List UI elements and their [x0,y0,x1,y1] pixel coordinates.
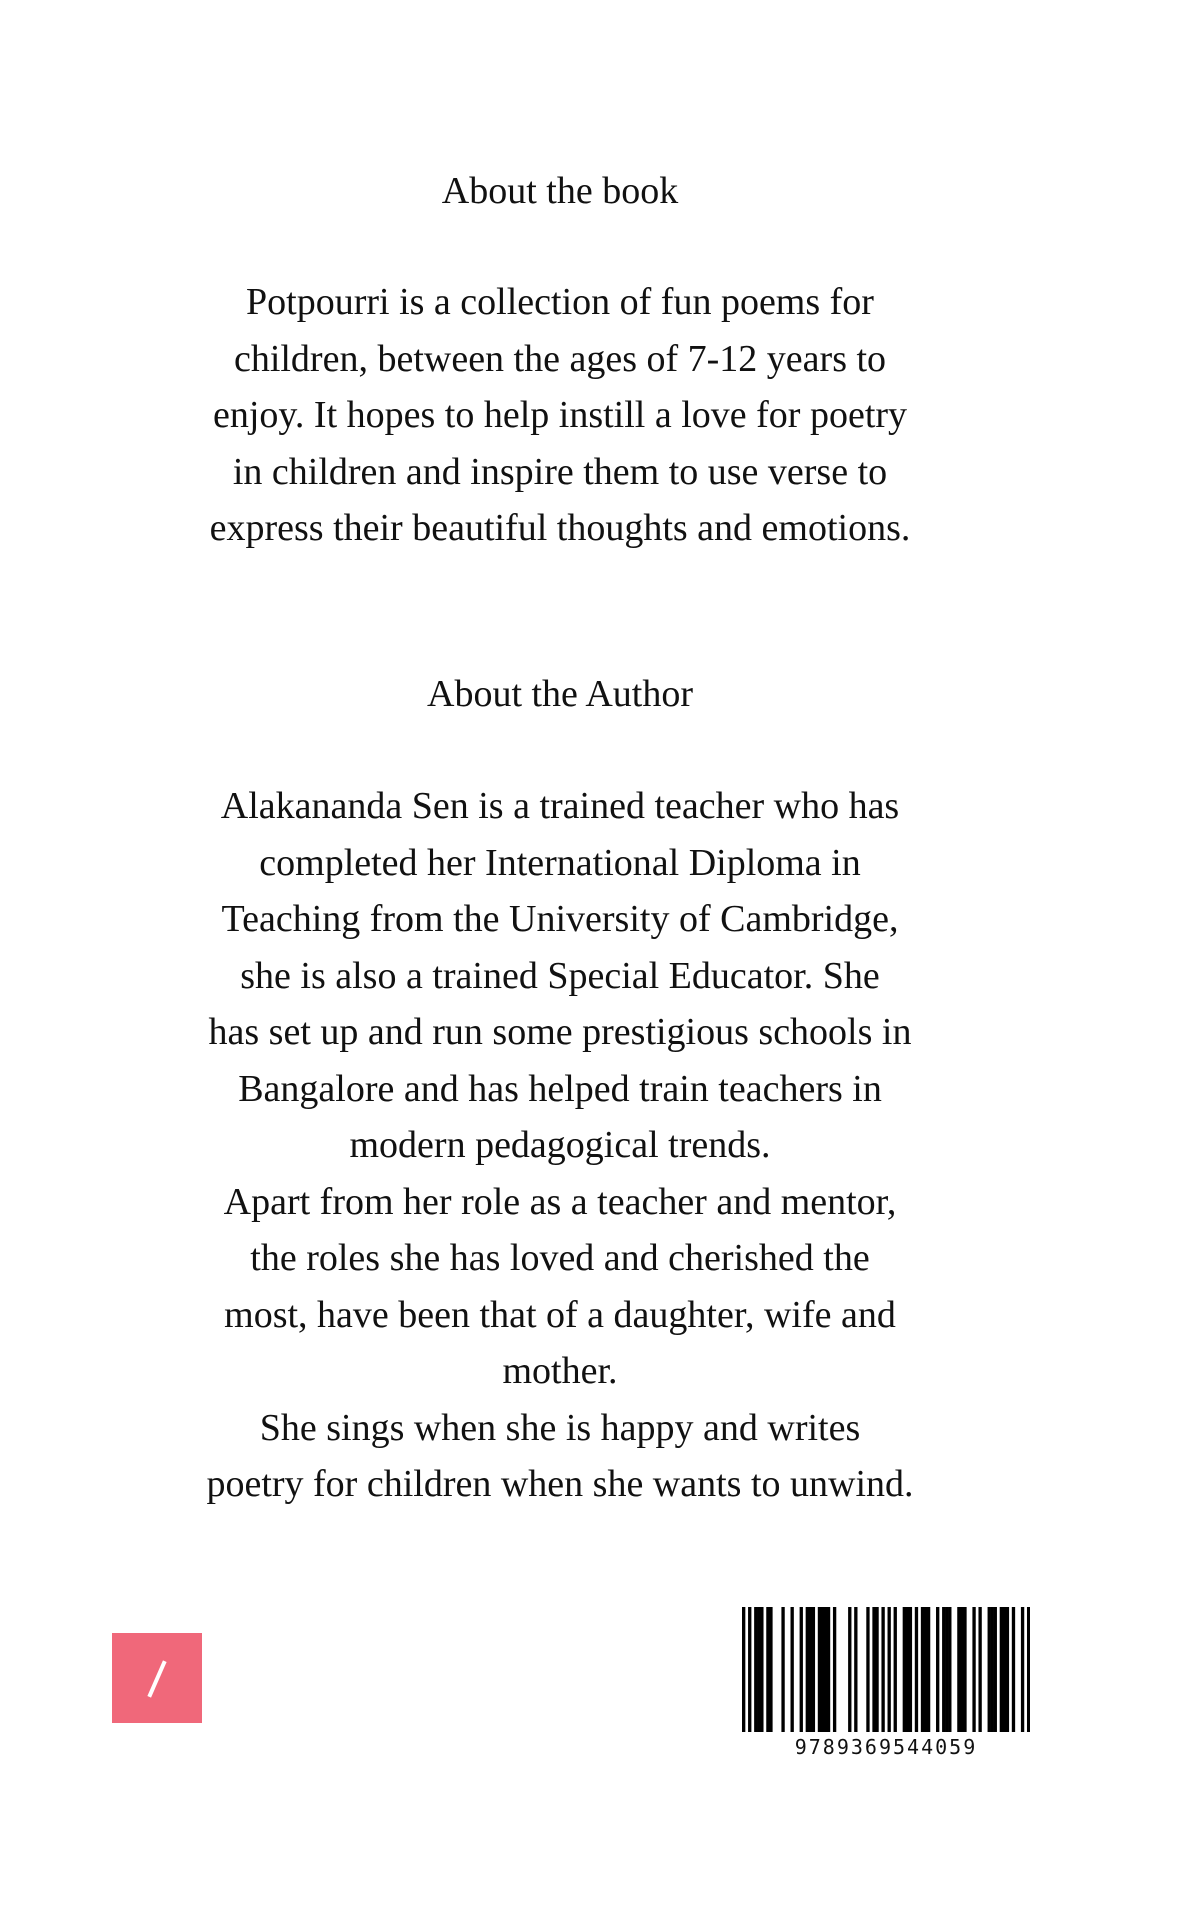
about-author-line: she is also a trained Special Educator. She [240,954,880,997]
about-author-heading: About the Author [427,673,693,715]
barcode-bar [1003,1607,1006,1732]
barcode-bar [921,1607,924,1732]
barcode-bar [988,1607,991,1732]
about-author-line: has set up and run some prestigious schools in [208,1011,912,1053]
publisher-logo-icon [112,1633,202,1723]
barcode-bar [800,1607,803,1732]
barcode-bar [748,1607,751,1732]
barcode-bar [909,1607,912,1732]
barcode-bar [854,1607,857,1732]
barcode-bar [978,1607,981,1732]
barcode-bar [924,1607,927,1732]
barcode-bar [888,1607,891,1732]
barcode-bar [957,1607,960,1732]
barcode-bar [791,1607,794,1732]
barcode-bar [1021,1607,1024,1732]
barcode-bar [872,1607,875,1732]
barcode-bar [903,1607,906,1732]
barcode-bar [818,1607,821,1732]
about-book-heading: About the book [441,170,679,212]
barcode-bar [875,1607,878,1732]
about-book-line: children, between the ages of 7-12 years to [233,337,887,380]
barcode-bar [994,1607,997,1732]
barcode-bar [809,1607,812,1732]
barcode-bar [1006,1607,1009,1732]
slash-logo-icon [112,1633,202,1723]
barcode-bar [866,1607,869,1732]
about-author-line: Alakananda Sen is a trained teacher who has [220,785,900,827]
about-book-line: enjoy. It hopes to help instill a love for poetry [212,394,908,436]
barcode-bars-icon [742,1607,1030,1732]
about-author-line: the roles she has loved and cherished the [250,1237,870,1279]
barcode-bar [991,1607,994,1732]
barcode-bar [769,1607,772,1732]
about-author-line: most, have been that of a daughter, wife and [224,1293,896,1336]
barcode-bar [827,1607,830,1732]
barcode-bar [881,1607,884,1732]
barcode-bar [936,1607,939,1732]
about-book-line: express their beautiful thoughts and emotions. [209,507,911,549]
barcode-bar [824,1607,827,1732]
about-author-line: mother. [502,1350,618,1392]
about-author-line: modern pedagogical trends. [349,1124,771,1166]
barcode-bar [848,1607,851,1732]
about-author-line: Bangalore and has helped train teachers in [238,1067,882,1110]
barcode-bar [915,1607,918,1732]
about-author-line: completed her International Diploma in [259,841,861,884]
about-book-line: Potpourri is a collection of fun poems for [246,281,874,323]
about-book-line: in children and inspire them to use verse to [232,450,888,493]
barcode-bar [945,1607,948,1732]
barcode-bar [754,1607,757,1732]
about-book-paragraph [160,274,960,557]
barcode-bar [757,1607,760,1732]
barcode-bar [1012,1607,1015,1732]
barcode-bar [942,1607,945,1732]
barcode-bar [960,1607,963,1732]
barcode-bar [742,1607,745,1732]
about-author-line: Teaching from the University of Cambridge, [221,898,899,940]
barcode-bar [927,1607,930,1732]
barcode-bar [948,1607,951,1732]
barcode-bar [806,1607,809,1732]
about-author-line: poetry for children when she wants to unwind. [206,1463,914,1505]
barcode-bar [972,1607,975,1732]
barcode-bar [766,1607,769,1732]
isbn-number: 9789369544059 [794,1735,978,1759]
barcode-bar [963,1607,966,1732]
barcode-bar [821,1607,824,1732]
barcode-bar [812,1607,815,1732]
about-author-line: Apart from her role as a teacher and mentor, [223,1180,897,1223]
about-author-line: She sings when she is happy and writes [259,1406,861,1449]
barcode-bar [781,1607,784,1732]
barcode-bar [906,1607,909,1732]
barcode-bar [760,1607,763,1732]
about-author-paragraph [160,778,960,1513]
barcode-bar [833,1607,836,1732]
barcode-bar [894,1607,897,1732]
barcode-bar [1000,1607,1003,1732]
barcode-bar [1027,1607,1030,1732]
